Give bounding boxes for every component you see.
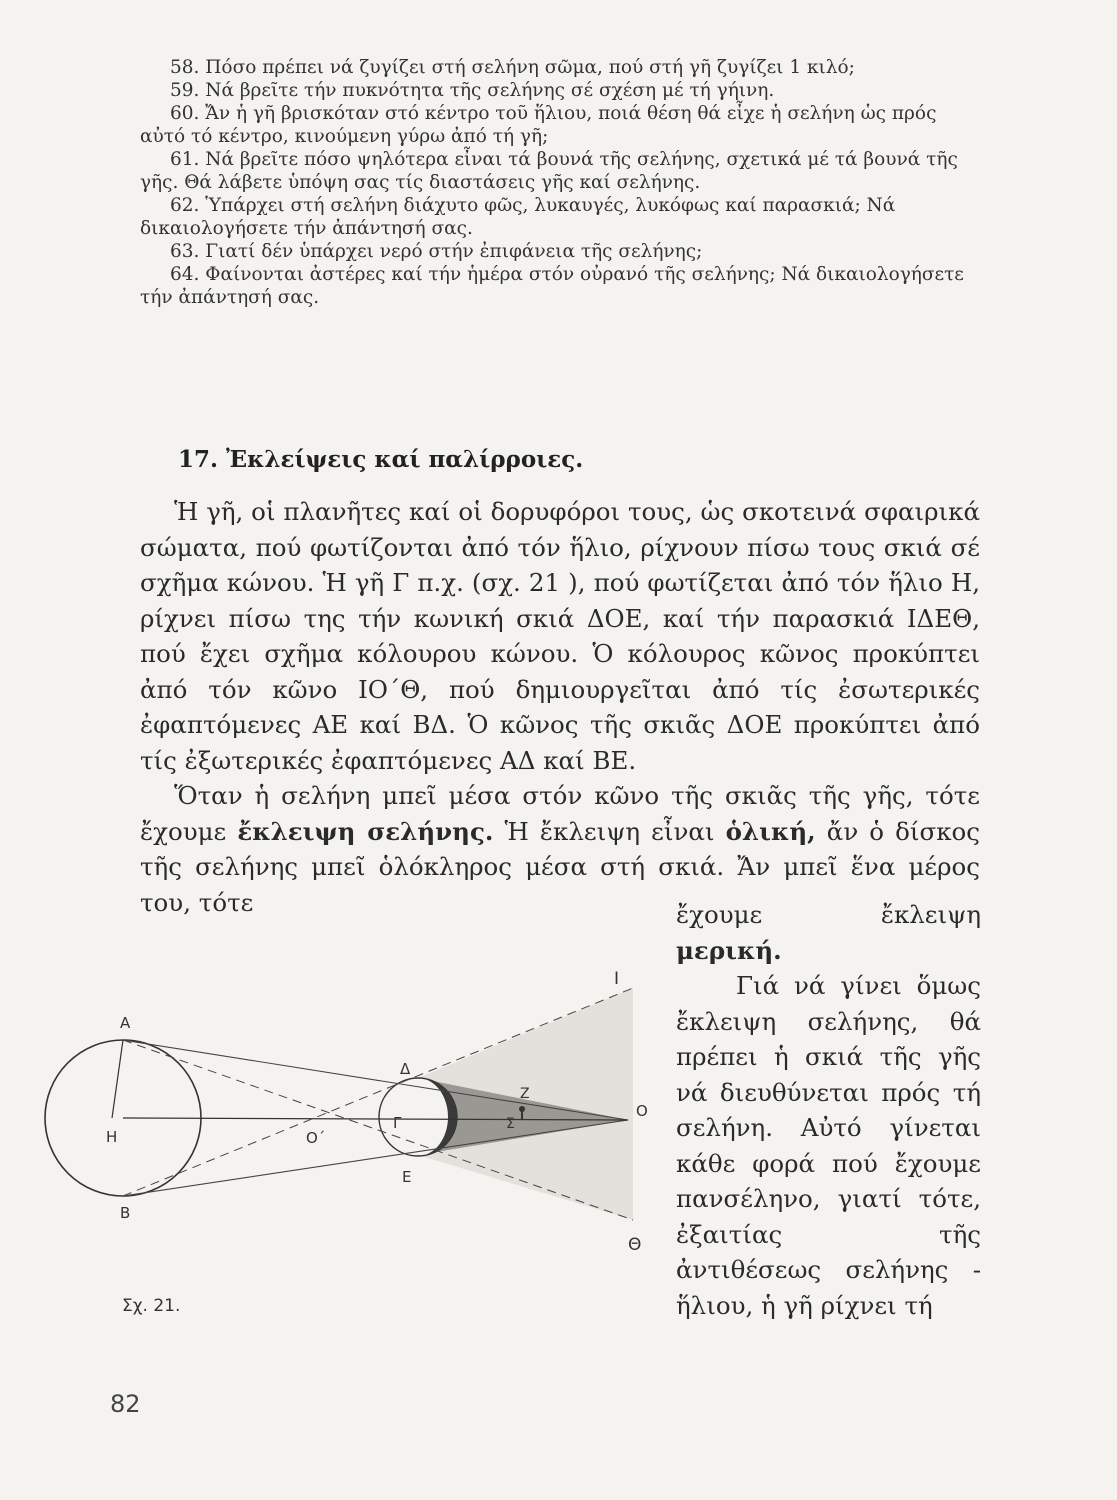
paragraph-shadow-cones bbox=[140, 494, 980, 920]
figure-caption: Σχ. 21. bbox=[122, 1296, 181, 1316]
moon-point bbox=[519, 1106, 525, 1112]
exercise-60: 60. Ἄν ἡ γῆ βρισκόταν στό κέντρο τοῦ ἥλιου, ποιά θέση θά εἶχε ἡ σελήνη ὡς πρός αὐτό τό κέντρο, κινούμενη γύρω ἀπό τή γῆ; bbox=[140, 103, 937, 147]
label-O: Ο bbox=[636, 1102, 648, 1120]
exercise-63: 63. Γιατί δέν ὑπάρχει νερό στήν ἐπιφάνεια τῆς σελήνης; bbox=[170, 241, 703, 262]
label-A: Α bbox=[120, 1014, 131, 1032]
page-number: 82 bbox=[110, 1390, 141, 1418]
label-Sigma: Σ bbox=[506, 1116, 515, 1132]
label-B: Β bbox=[120, 1204, 131, 1222]
label-H: Η bbox=[106, 1128, 118, 1146]
right-column-text bbox=[676, 897, 981, 1323]
label-O-prime: Ο΄ bbox=[306, 1129, 326, 1147]
label-Gamma: Γ bbox=[393, 1114, 402, 1132]
eclipse-diagram bbox=[30, 960, 670, 1290]
exercise-list bbox=[140, 56, 980, 309]
label-I: Ι bbox=[614, 969, 620, 989]
radius-HA bbox=[112, 1040, 123, 1118]
exercise-64: 64. Φαίνονται ἀστέρες καί τήν ἡμέρα στόν οὐρανό τῆς σελήνης; Νά δικαιολογήσετε τήν ἀπάντησή σας. bbox=[140, 264, 964, 308]
label-Delta: Δ bbox=[400, 1060, 411, 1078]
exercise-58: 58. Πόσο πρέπει νά ζυγίζει στή σελήνη σῶμα, πού στή γῆ ζυγίζει 1 κιλό; bbox=[170, 57, 855, 78]
exercise-59: 59. Νά βρεῖτε τήν πυκνότητα τῆς σελήνης σέ σχέση μέ τή γήινη. bbox=[170, 80, 775, 101]
term-partial: μερική. bbox=[676, 935, 782, 965]
term-total: ὁλική, bbox=[725, 816, 816, 846]
paragraph-3: Γιά νά γίνει ὅμως ἔκλειψη σελήνης, θά πρέπει ἡ σκιά τῆς γῆς νά διευθύνεται πρός τή σελήνη. Αὐτό γίνεται κάθε φορά πού ἔχουμε πανσέληνο, γιατί τότε, ἐξαιτίας τῆς ἀντιθέσεως σελήνης - ἥλιου, ἡ γῆ ρίχνει τή bbox=[676, 971, 981, 1320]
section-title: 17. Ἐκλείψεις καί παλίρροιες. bbox=[178, 446, 584, 473]
exercise-61: 61. Νά βρεῖτε πόσο ψηλότερα εἶναι τά βουνά τῆς σελήνης, σχετικά μέ τά βουνά τῆς γῆς. Θά λάβετε ὑπόψη σας τίς διαστάσεις γῆς καί σελήνης. bbox=[140, 149, 958, 193]
label-Z: Ζ bbox=[520, 1086, 530, 1102]
label-Theta: Θ bbox=[628, 1235, 642, 1255]
paragraph-2: Ὅταν ἡ σελήνη μπεῖ μέσα στόν κῶνο τῆς σκιᾶς τῆς γῆς, τότε ἔχουμε ἔκλειψη σελήνης. Ἡ ἔκλειψη εἶναι ὁλική, ἄν ὁ δίσκος τῆς σελήνης μπεῖ ὁλόκληρος μέσα στή σκιά. Ἄν μπεῖ ἕνα μέρος του, τότε bbox=[140, 781, 980, 917]
paragraph-1: Ἡ γῆ, οἱ πλανῆτες καί οἱ δορυφόροι τους, ὡς σκοτεινά σφαιρικά σώματα, πού φωτίζονται ἀπό τόν ἥλιο, ρίχνουν πίσω τους σκιά σέ σχῆμα κώνου. Ἡ γῆ Γ π.χ. (σχ. 21 ), πού φωτίζεται ἀπό τόν ἥλιο Η, ρίχνει πίσω της τήν κωνική σκιά ΔΟΕ, καί τήν παρασκιά ΙΔΕΘ, πού ἔχει σχῆμα κόλουρου κώνου. Ὁ κόλουρος κῶνος προκύπτει ἀπό τόν κῶνο ΙΟ΄Θ, πού δημιουργεῖται ἀπό τίς ἐσωτερικές ἐφαπτόμενες ΑΕ καί ΒΔ. Ὁ κῶνος τῆς σκιᾶς ΔΟΕ προκύπτει ἀπό τίς ἐξωτερικές ἐφαπτόμενες ΑΔ καί ΒΕ. bbox=[140, 497, 980, 775]
label-E: Ε bbox=[402, 1168, 412, 1186]
term-lunar-eclipse: ἔκλειψη σελήνης. bbox=[237, 816, 494, 846]
paragraph-2-end: ἔχουμε ἔκλειψη μερική. bbox=[676, 900, 981, 965]
exercise-62: 62. Ὑπάρχει στή σελήνη διάχυτο φῶς, λυκαυγές, λυκόφως καί παρασκιά; Νά δικαιολογήσετε τήν ἀπάντησή σας. bbox=[140, 195, 896, 239]
